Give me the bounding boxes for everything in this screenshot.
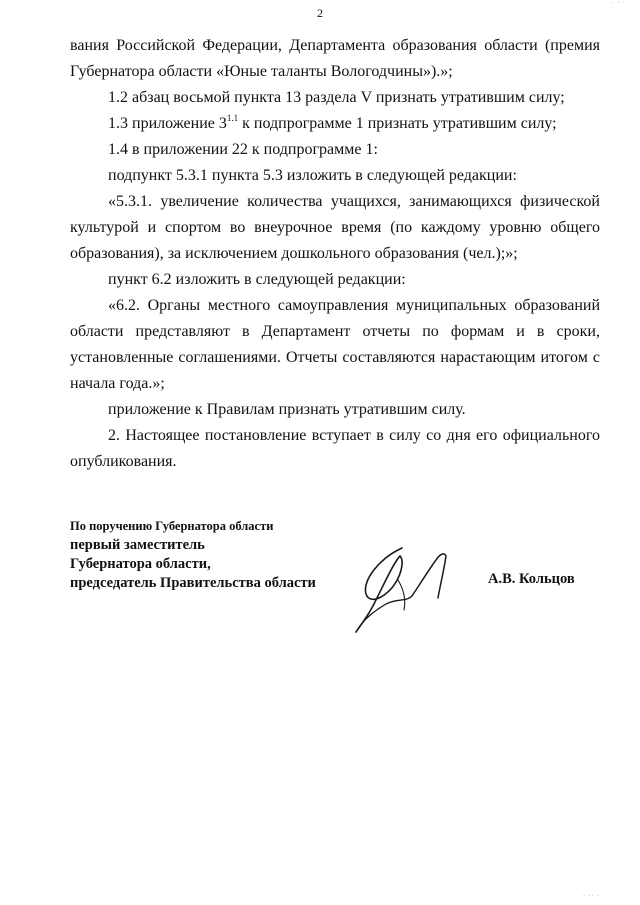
paragraph-subclause-intro: подпункт 5.3.1 пункта 5.3 изложить в следующей редакции: xyxy=(108,167,517,184)
corner-mark-top: · · · xyxy=(612,0,626,6)
signature-line-authority: По поручению Губернатора области xyxy=(70,519,274,533)
signature-line-position-2: Губернатора области, xyxy=(70,556,211,572)
paragraph-item-1-3 xyxy=(70,111,600,137)
paragraph-item-1-2: 1.2 абзац восьмой пункта 13 раздела V признать утратившим силу; xyxy=(108,89,565,106)
signer-name: А.В. Кольцов xyxy=(488,571,575,587)
handwritten-signature xyxy=(340,540,470,635)
signature-line-position-3: председатель Правительства области xyxy=(70,575,316,591)
paragraph-item-1-4: 1.4 в приложении 22 к подпрограмме 1: xyxy=(108,141,378,158)
paragraph-clause-intro: пункт 6.2 изложить в следующей редакции: xyxy=(108,271,406,288)
paragraph-effective-date: 2. Настоящее постановление вступает в силу со дня его официального опубликования. xyxy=(70,427,600,470)
paragraph-continuation: вания Российской Федерации, Департамента образования области (премия Губернатора области «Юные таланты Вологодчины»).»; xyxy=(70,37,600,80)
item-1-3-superscript: 1.1 xyxy=(226,113,239,123)
signature-line-position-1: первый заместитель xyxy=(70,537,205,553)
document-body xyxy=(70,33,600,475)
item-1-3-text-after: к подпрограмме 1 признать утратившим силу; xyxy=(238,115,557,132)
page-number: 2 xyxy=(317,6,323,20)
paragraph-clause-6-2: «6.2. Органы местного самоуправления муниципальных образований области представляют в Департамент отчеты по формам и в сроки, установленные соглашениями. Отчеты составляются нарастающим итогом с начала года.»; xyxy=(70,297,600,392)
item-1-3-text-before: 1.3 приложение 3 xyxy=(108,115,227,132)
paragraph-subclause-5-3-1: «5.3.1. увеличение количества учащихся, занимающихся физической культурой и спортом во внеурочное время (по каждому уровню общего образования), за исключением дошкольного образования (чел.);»; xyxy=(70,193,600,262)
corner-mark-bottom: · ·· · xyxy=(583,893,600,899)
paragraph-appendix: приложение к Правилам признать утратившим силу. xyxy=(108,401,466,418)
signature-block xyxy=(70,516,316,593)
